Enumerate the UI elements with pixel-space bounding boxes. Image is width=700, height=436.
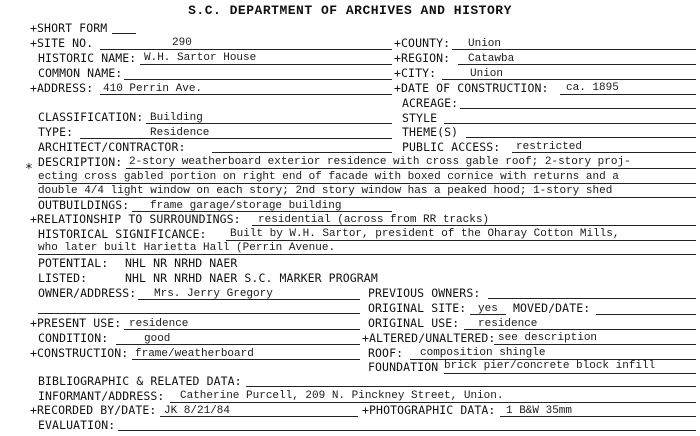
altered-value: see description — [498, 332, 598, 344]
region-value: Catawba — [468, 53, 515, 65]
description-rule-1 — [126, 168, 696, 169]
condition-line — [116, 344, 360, 345]
region-line — [458, 64, 696, 65]
architect-label: ARCHITECT/CONTRACTOR: — [38, 140, 186, 154]
relationship-value: residential (across from RR tracks) — [258, 214, 490, 226]
original-use-label: ORIGINAL USE: — [368, 316, 460, 330]
acreage-label: ACREAGE: — [402, 96, 459, 110]
common-name-label: COMMON NAME: — [38, 66, 123, 80]
type-value: Residence — [150, 127, 210, 139]
historic-name-line — [140, 64, 392, 65]
common-name-line — [124, 79, 392, 80]
form-header-title: S.C. DEPARTMENT OF ARCHIVES AND HISTORY — [188, 3, 512, 18]
significance-line-1: Built by W.H. Sartor, president of the Oharay Cotton Mills, — [230, 228, 620, 240]
historic-name-value: W.H. Sartor House — [144, 52, 257, 64]
significance-rule-1 — [226, 240, 696, 241]
significance-line-2: who later built Harietta Hall (Perrin Avenue. — [38, 242, 336, 254]
public-access-line — [512, 152, 696, 153]
owner-line — [138, 299, 360, 300]
date-construction-line — [560, 94, 696, 95]
foundation-label: FOUNDATION — [368, 360, 439, 374]
bibliographic-line — [246, 386, 696, 387]
description-rule-3 — [38, 197, 696, 198]
owner-label: OWNER/ADDRESS: — [38, 286, 137, 300]
original-site-label: ORIGINAL SITE: — [368, 301, 467, 315]
informant-label: INFORMANT/ADDRESS: — [38, 389, 165, 403]
previous-owners-label: PREVIOUS OWNERS: — [368, 286, 481, 300]
evaluation-line — [118, 430, 696, 431]
construction-line — [132, 359, 360, 360]
outbuildings-label: OUTBUILDINGS: — [38, 198, 130, 212]
classification-label: CLASSIFICATION: — [38, 110, 144, 124]
county-line — [452, 49, 696, 50]
description-line-2: ecting cross gabled portion on right end of facade with boxed cornice with returns and a — [38, 171, 619, 183]
altered-label: +ALTERED/UNALTERED: — [362, 331, 496, 345]
significance-rule-2 — [38, 254, 696, 255]
asterisk-mark: * — [25, 162, 33, 177]
bibliographic-label: BIBLIOGRAPHIC & RELATED DATA: — [38, 374, 242, 388]
description-label: DESCRIPTION: — [38, 155, 123, 169]
foundation-line — [444, 373, 696, 374]
original-site-line — [470, 314, 506, 315]
recorded-by-value: JK 8/21/84 — [164, 405, 231, 417]
address-label: +ADDRESS: — [30, 81, 94, 95]
informant-value: Catherine Purcell, 209 N. Pinckney Street, Union. — [180, 390, 504, 402]
potential-label: POTENTIAL: — [38, 256, 109, 270]
owner-line-2 — [38, 313, 360, 314]
moved-date-line — [596, 314, 696, 315]
relationship-label: +RELATIONSHIP TO SURROUNDINGS: — [30, 212, 241, 226]
architect-line — [212, 152, 392, 153]
classification-value: Building — [150, 112, 203, 124]
potential-options: NHL NR NRHD NAER — [125, 256, 238, 270]
condition-label: CONDITION: — [38, 331, 109, 345]
type-line — [80, 138, 392, 139]
listed-options: NHL NR NRHD NAER S.C. MARKER PROGRAM — [125, 271, 378, 285]
address-line — [100, 94, 392, 95]
county-label: +COUNTY: — [394, 36, 451, 50]
type-label: TYPE: — [38, 125, 74, 139]
altered-line — [494, 344, 696, 345]
city-label: +CITY: — [394, 66, 437, 80]
outbuildings-value: frame garage/storage building — [150, 200, 342, 212]
photographic-line — [500, 416, 696, 417]
relationship-line — [252, 225, 696, 226]
date-construction-label: +DATE OF CONSTRUCTION: — [394, 81, 549, 95]
date-construction-value: ca. 1895 — [566, 82, 619, 94]
foundation-value: brick pier/concrete block infill — [444, 360, 656, 372]
construction-label: +CONSTRUCTION: — [30, 346, 129, 360]
roof-label: ROOF: — [368, 346, 404, 360]
present-use-value: residence — [129, 318, 189, 330]
public-access-label: PUBLIC ACCESS: — [402, 140, 501, 154]
condition-value: good — [144, 333, 171, 345]
original-use-line — [464, 329, 696, 330]
acreage-line — [460, 108, 696, 109]
theme-line — [466, 137, 696, 138]
site-no-value: 290 — [172, 37, 192, 49]
theme-label: THEME(S) — [402, 125, 459, 139]
city-line — [442, 79, 696, 80]
county-value: Union — [468, 38, 502, 50]
site-no-line — [100, 49, 392, 50]
construction-value: frame/weatherboard — [135, 348, 254, 360]
historic-name-label: HISTORIC NAME: — [38, 51, 137, 65]
moved-date-label: MOVED/DATE: — [513, 301, 591, 315]
address-value: 410 Perrin Ave. — [103, 83, 203, 95]
style-line — [444, 123, 696, 124]
short-form-label: +SHORT FORM — [30, 21, 108, 35]
significance-label: HISTORICAL SIGNIFICANCE: — [38, 227, 207, 241]
original-site-value: yes — [478, 303, 498, 315]
photographic-label: +PHOTOGRAPHIC DATA: — [362, 403, 496, 417]
present-use-label: +PRESENT USE: — [30, 316, 122, 330]
evaluation-label: EVALUATION: — [38, 418, 116, 432]
description-rule-2 — [38, 183, 696, 184]
recorded-by-label: +RECORDED BY/DATE: — [30, 403, 157, 417]
present-use-line — [124, 329, 360, 330]
roof-value: composition shingle — [420, 347, 546, 359]
site-no-label: +SITE NO. — [30, 36, 94, 50]
photographic-value: 1 B&W 35mm — [506, 405, 573, 417]
recorded-by-line — [160, 416, 358, 417]
description-line-1: 2-story weatherboard exterior residence with cross gable roof; 2-story proj- — [129, 156, 631, 168]
region-label: +REGION: — [394, 51, 451, 65]
description-line-3: double 4/4 light window on each story; 2nd story window has a peaked hood; 1-story shed — [38, 185, 613, 197]
public-access-value: restricted — [516, 141, 583, 153]
short-form-line — [112, 33, 136, 34]
classification-line — [146, 123, 392, 124]
city-value: Union — [470, 68, 504, 80]
style-label: STYLE — [402, 111, 438, 125]
owner-value: Mrs. Jerry Gregory — [154, 288, 273, 300]
original-use-value: residence — [478, 318, 538, 330]
previous-owners-line — [488, 298, 696, 299]
listed-label: LISTED: — [38, 271, 88, 285]
